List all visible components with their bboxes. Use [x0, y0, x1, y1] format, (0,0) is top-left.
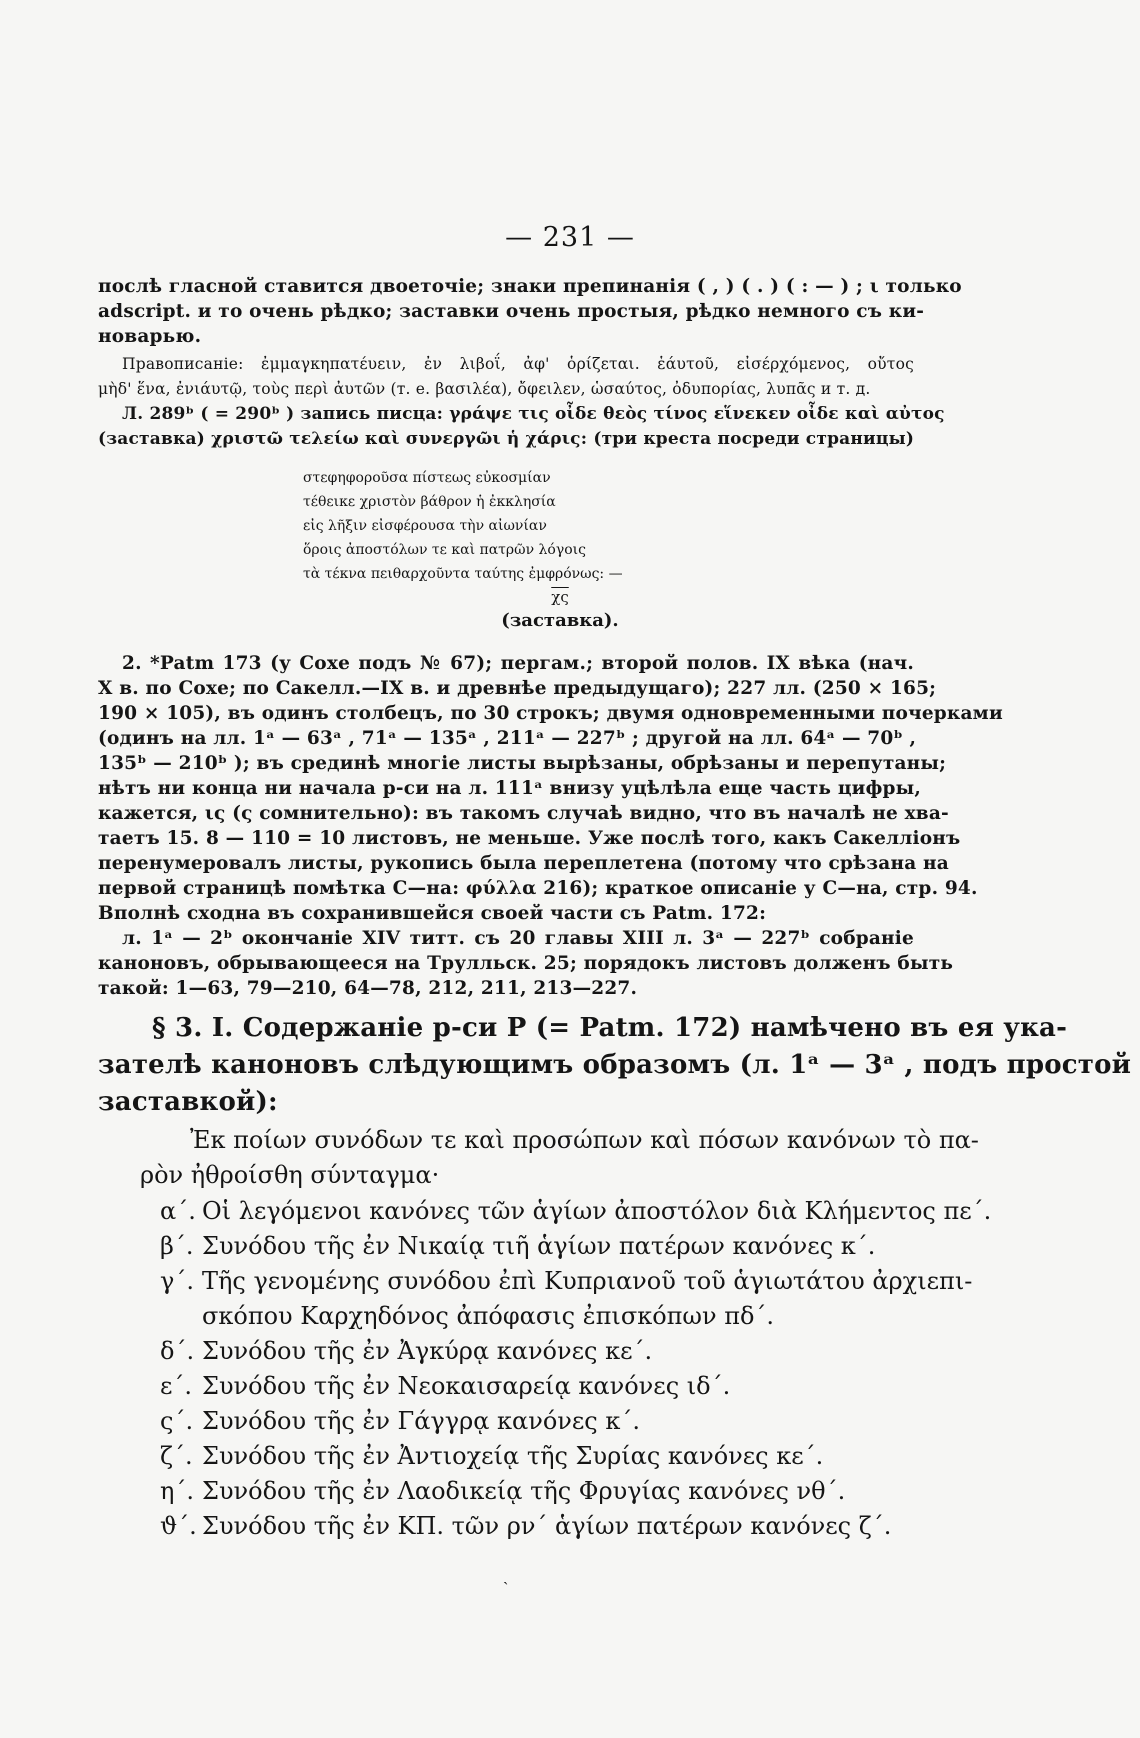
- item-number: γ΄.: [160, 1267, 194, 1295]
- item-number: ζ΄.: [160, 1442, 193, 1470]
- poem-line: τὰ τέκνα πειθαρχοῦντα ταύτης ἐμφρόνως: —: [303, 566, 623, 582]
- item-number: η΄.: [160, 1477, 195, 1505]
- greek-list-item: [160, 1474, 845, 1509]
- item-text: Συνόδου τῆς ἐν Νεοκαισαρείᾳ κανόνες ιδ΄.: [202, 1372, 731, 1400]
- item-text: Συνόδου τῆς ἐν Ἀντιοχείᾳ τῆς Συρίας κανόνες κε΄.: [202, 1442, 824, 1470]
- poem-line: στεφηφοροῦσα πίστεως εὐκοσμίαν: [303, 470, 551, 486]
- item-number: ε΄.: [160, 1372, 193, 1400]
- patm-line: первой страницѣ помѣтка С—на: φύλλα 216); краткое описаніе у С—на, стр. 94.: [98, 878, 978, 899]
- poem-line: εἰς λῆξιν εἰσφέρουσα τὴν αἰωνίαν: [303, 518, 547, 534]
- intro-paragraph: [98, 274, 962, 349]
- patm-line: 135ᵇ — 210ᵇ ); въ срединѣ многіе листы вырѣзаны, обрѣзаны и перепутаны;: [98, 753, 947, 774]
- item-text: Συνόδου τῆς ἐν Νικαίᾳ τιῆ ἁγίων πατέρων κανόνες κ΄.: [202, 1232, 876, 1260]
- patm-line: такой: 1—63, 79—210, 64—78, 212, 211, 213—227.: [98, 978, 638, 999]
- greek-list-item: [160, 1334, 652, 1369]
- poem-end: (заставка).: [501, 610, 619, 631]
- patm-line: (одинъ на лл. 1ᵃ — 63ᵃ , 71ᵃ — 135ᵃ , 211ᵃ — 227ᵇ ; другой на лл. 64ᵃ — 70ᵇ ,: [98, 728, 917, 749]
- inscription-line: (заставка) χριστῶ τελείω καὶ συνεργῶι ἡ χάρις: (три креста посреди страницы): [98, 429, 915, 449]
- inscription-paragraph: [98, 402, 945, 452]
- patm-line: л. 1ᵃ — 2ᵇ окончаніе XIV титт. съ 20 главы XIII л. 3ᵃ — 227ᵇ собраніе: [122, 928, 914, 949]
- section-line: § 3. I. Содержаніе р-си P (= Patm. 172) намѣчено въ ея ука-: [152, 1013, 1068, 1043]
- greek-list-item: [160, 1439, 823, 1474]
- item-text: Συνόδου τῆς ἐν Λαοδικείᾳ τῆς Φρυγίας κανόνες νθ΄.: [202, 1477, 846, 1505]
- orthography-line: μὴδ' ἕνα, ἐνιάυτῷ, τοὺς περὶ ἀυτῶν (т. е. βασιλέα), ὄφειλεν, ὡσαύτος, ὀδυπορίας, λυπᾶς и т. д.: [98, 380, 871, 398]
- stray-mark: ˎ: [503, 1566, 509, 1585]
- greek-list-item: [160, 1194, 991, 1229]
- patm-line: таетъ 15. 8 — 110 = 10 листовъ, не меньше. Уже послѣ того, какъ Сакелліонъ: [98, 828, 961, 849]
- inscription-line: Л. 289ᵇ ( = 290ᵇ ) запись писца: γράψε τις οἶδε θεὸς τίνος εἵνεκεν οἶδε καὶ αὐτος: [122, 404, 945, 424]
- section-line: зателѣ каноновъ слѣдующимъ образомъ (л. 1ᵃ — 3ᵃ , подъ простой: [98, 1050, 1132, 1080]
- intro-line: новарью.: [98, 326, 202, 347]
- orthography-line: Правописаніе: ἐμμαγκηπατέυειν, ἐν λιβοΐ, ἀφ' ὁρίζεται. ἑάυτοῦ, εἰσέρχόμενος, οὔτος: [122, 355, 914, 373]
- item-text: Οἱ λεγόμενοι κανόνες τῶν ἁγίων ἀποστόλον διὰ Κλήμεντος πε΄.: [202, 1197, 992, 1225]
- greek-intro-line: Ἐκ ποίων συνόδων τε καὶ προσώπων καὶ πόσων κανόνων τὸ πα-: [190, 1126, 979, 1154]
- greek-list-item: [160, 1264, 972, 1299]
- item-text: Συνόδου τῆς ἐν ΚΠ. τῶν ρν΄ ἁγίων πατέρων κανόνες ζ΄.: [202, 1512, 892, 1540]
- item-text: Συνόδου τῆς ἐν Γάγγρᾳ κανόνες κ΄.: [202, 1407, 640, 1435]
- patm-line: кажется, ις (ς сомнительно): въ такомъ случаѣ видно, что въ началѣ не хва-: [98, 803, 949, 824]
- patm-description: [98, 651, 1003, 1001]
- item-text: σκόπου Καρχηδόνος ἀπόφασις ἐπισκόπων πδ΄.: [202, 1302, 775, 1330]
- poem-mark: $\overline{\chi\varsigma}$: [551, 588, 569, 606]
- page-number: — 231 —: [505, 222, 635, 253]
- poem-line: τέθεικε χριστὸν βάθρον ἡ ἐκκλησία: [303, 494, 556, 510]
- patm-line: X в. по Сохе; по Сакелл.—IX в. и древнѣе предыдущаго); 227 лл. (250 × 165;: [98, 678, 937, 699]
- patm-line: каноновъ, обрывающееся на Трулльск. 25; порядокъ листовъ долженъ быть: [98, 953, 954, 974]
- item-text: Συνόδου τῆς ἐν Ἀγκύρᾳ κανόνες κε΄.: [202, 1337, 653, 1365]
- greek-list-item: [160, 1509, 891, 1544]
- item-number: ϑ΄.: [160, 1512, 197, 1540]
- intro-line: adscript. и то очень рѣдко; заставки очень простыя, рѣдко немного съ ки-: [98, 301, 925, 322]
- greek-list-item: [160, 1299, 774, 1334]
- item-text: Τῆς γενομένης συνόδου ἐπὶ Κυπριανοῦ τοῦ ἁγιωτάτου ἀρχιεπι-: [202, 1267, 973, 1295]
- greek-list-item: [160, 1369, 730, 1404]
- section-line: заставкой):: [98, 1087, 278, 1117]
- intro-line: послѣ гласной ставится двоеточіе; знаки препинанія ( , ) ( . ) ( : — ) ; ι только: [98, 276, 962, 297]
- patm-line: нѣтъ ни конца ни начала р-си на л. 111ᵃ внизу уцѣлѣла еще часть цифры,: [98, 778, 922, 799]
- patm-line: Вполнѣ сходна въ сохранившейся своей части съ Patm. 172:: [98, 903, 767, 924]
- item-number: ς΄.: [160, 1407, 194, 1435]
- poem: [303, 466, 803, 586]
- section-heading: [98, 1010, 1132, 1121]
- orthography-paragraph: [98, 352, 914, 402]
- greek-list-item: [160, 1404, 640, 1439]
- greek-list-item: [160, 1229, 875, 1264]
- patm-line: 2. *Patm 173 (у Сохе подъ № 67); пергам.; второй полов. IX вѣка (нач.: [122, 653, 914, 674]
- item-number: β΄.: [160, 1232, 194, 1260]
- item-number: δ΄.: [160, 1337, 195, 1365]
- patm-line: перенумеровалъ листы, рукопись была переплетена (потому что срѣзана на: [98, 853, 949, 874]
- poem-line: ὅροις ἀποστόλων τε καὶ πατρῶν λόγοις: [303, 542, 586, 558]
- patm-line: 190 × 105), въ одинъ столбецъ, по 30 строкъ; двумя одновременными почерками: [98, 703, 1003, 724]
- greek-intro-line: ρὸν ἠθροίσθη σύνταγμα·: [140, 1161, 440, 1189]
- item-number: α΄.: [160, 1197, 196, 1225]
